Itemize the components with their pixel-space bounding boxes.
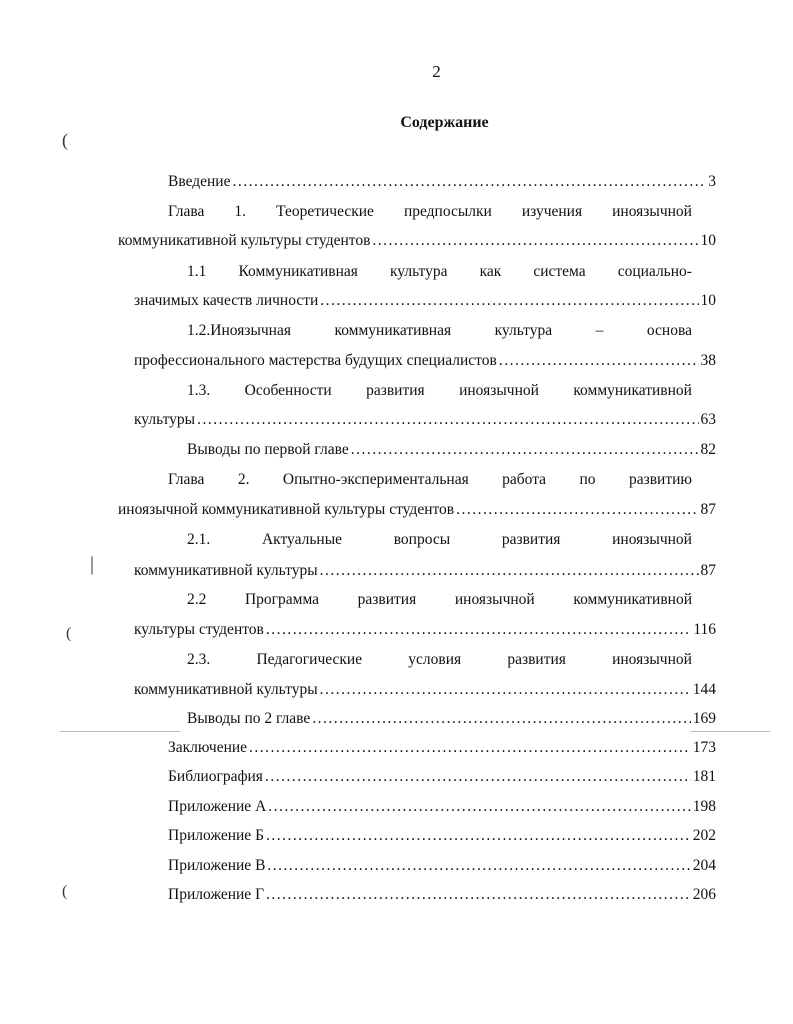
- scan-line: [60, 731, 180, 732]
- toc-entry-page: 202: [692, 827, 716, 844]
- word: основа: [646, 322, 692, 339]
- word: 1.1: [187, 263, 207, 280]
- word: коммуникативной: [573, 591, 692, 608]
- word: иноязычной: [454, 591, 535, 608]
- toc-leader: [197, 410, 698, 430]
- toc-leader: [312, 709, 690, 729]
- toc-entry-page: 3: [708, 173, 716, 190]
- word: Особенности: [244, 382, 332, 399]
- toc-entry-text: коммуникативной культуры: [134, 681, 318, 698]
- scan-mark: (: [62, 130, 68, 150]
- toc-entry-text: коммуникативной культуры студентов: [118, 232, 371, 249]
- word: условия: [408, 651, 462, 668]
- word: –: [595, 322, 604, 339]
- toc-entry-chapter-2-line1[interactable]: [168, 470, 692, 490]
- word: социально-: [617, 263, 692, 280]
- word: развития: [501, 531, 561, 548]
- toc-leader: [265, 767, 691, 787]
- toc-entry-2-3-line2[interactable]: [134, 680, 716, 700]
- toc-leader: [266, 826, 691, 846]
- page-number: 2: [432, 62, 441, 81]
- toc-entry-chapter-2-conclusions[interactable]: [187, 709, 716, 729]
- toc-entry-1-2-line1[interactable]: [187, 321, 692, 341]
- word: вопросы: [393, 531, 451, 548]
- toc-entry-1-3-line2[interactable]: [134, 410, 716, 430]
- toc-entry-conclusion[interactable]: [168, 738, 716, 758]
- toc-entry-text: Выводы по 2 главе: [187, 710, 311, 727]
- word: культура: [494, 322, 553, 339]
- word: 1.: [234, 203, 247, 220]
- word: коммуникативной: [573, 382, 692, 399]
- toc-entry-2-2-line1[interactable]: [187, 590, 692, 610]
- toc-entry-page: 169: [692, 710, 716, 727]
- word: система: [533, 263, 586, 280]
- word: 2.1.: [187, 531, 211, 548]
- toc-entry-appendix-a[interactable]: [168, 797, 716, 817]
- toc-entry-page: 198: [692, 798, 716, 815]
- word: предпосылки: [403, 203, 492, 220]
- word: Актуальные: [261, 531, 342, 548]
- word: по: [579, 471, 596, 488]
- word: как: [479, 263, 502, 280]
- word: 2.: [237, 471, 250, 488]
- toc-entry-text: Приложение А: [168, 798, 267, 815]
- toc-entry-chapter-1-line2[interactable]: [118, 231, 716, 251]
- toc-entry-chapter-1-line1[interactable]: [168, 202, 692, 222]
- scan-line: [690, 731, 770, 732]
- word: Теоретические: [276, 203, 374, 220]
- scan-mark: (: [62, 883, 68, 900]
- toc-entry-page: 82: [700, 441, 716, 458]
- word: 2.2: [187, 591, 207, 608]
- toc-entry-appendix-b[interactable]: [168, 826, 716, 846]
- toc-entry-text: Выводы по первой главе: [187, 441, 349, 458]
- toc-leader: [499, 351, 699, 371]
- toc-entry-1-2-line2[interactable]: [134, 351, 716, 371]
- toc-entry-bibliography[interactable]: [168, 767, 716, 787]
- toc-entry-text: Приложение В: [168, 857, 266, 874]
- toc-leader: [372, 231, 698, 251]
- toc-entry-text: Приложение Б: [168, 827, 264, 844]
- toc-leader: [232, 172, 706, 192]
- toc-leader: [456, 500, 698, 520]
- word: 2.3.: [187, 651, 211, 668]
- toc-entry-page: 204: [692, 857, 716, 874]
- toc-entry-text: Введение: [168, 173, 231, 190]
- toc-title: Содержание: [400, 114, 489, 131]
- toc-entry-chapter-2-line2[interactable]: [118, 500, 716, 520]
- toc-entry-text: культуры: [134, 411, 196, 428]
- toc-entry-page: 38: [700, 352, 716, 369]
- toc-entry-1-3-line1[interactable]: [187, 381, 692, 401]
- toc-entry-page: 87: [700, 501, 716, 518]
- word: Педагогические: [256, 651, 363, 668]
- word: иноязычной: [612, 651, 692, 668]
- word: Глава: [168, 471, 205, 488]
- word: 1.2.Иноязычная: [187, 322, 291, 339]
- toc-entry-chapter-1-conclusions[interactable]: [187, 440, 716, 460]
- toc-entry-page: 181: [692, 768, 716, 785]
- toc-leader: [266, 885, 691, 905]
- toc-entry-2-1-line2[interactable]: [134, 561, 716, 581]
- word: изучения: [521, 203, 583, 220]
- word: 1.3.: [187, 382, 211, 399]
- scan-mark: |: [90, 553, 95, 575]
- toc-entry-page: 10: [700, 292, 716, 309]
- toc-entry-appendix-v[interactable]: [168, 856, 716, 876]
- word: Программа: [244, 591, 320, 608]
- toc-entry-text: профессионального мастерства будущих специалистов: [134, 352, 497, 369]
- toc-entry-appendix-g[interactable]: [168, 885, 716, 905]
- word: развитию: [628, 471, 692, 488]
- word: иноязычной: [459, 382, 539, 399]
- toc-entry-1-1-line2[interactable]: [134, 291, 716, 311]
- toc-entry-text: Приложение Г: [168, 886, 265, 903]
- toc-entry-page: 116: [693, 621, 716, 638]
- toc-entry-1-1-line1[interactable]: [187, 262, 692, 282]
- toc-entry-text: культуры студентов: [134, 621, 264, 638]
- toc-leader: [266, 620, 691, 640]
- toc-entry-introduction[interactable]: [168, 172, 716, 192]
- toc-entry-page: 10: [700, 232, 716, 249]
- toc-entry-page: 144: [692, 681, 716, 698]
- word: развития: [507, 651, 566, 668]
- toc-leader: [268, 797, 690, 817]
- word: Опытно-экспериментальная: [282, 471, 469, 488]
- toc-entry-text: значимых качеств личности: [134, 292, 319, 309]
- word: иноязычной: [612, 203, 692, 220]
- toc-entry-text: коммуникативной культуры: [134, 562, 318, 579]
- word: работа: [502, 471, 547, 488]
- toc-entry-page: 63: [700, 411, 716, 428]
- toc-entry-2-1-line1[interactable]: [187, 530, 692, 550]
- toc-entry-2-3-line1[interactable]: [187, 650, 692, 670]
- word: культура: [389, 263, 448, 280]
- word: Коммуникативная: [238, 263, 358, 280]
- toc-leader: [351, 440, 699, 460]
- word: коммуникативная: [334, 322, 452, 339]
- toc-leader: [267, 856, 690, 876]
- word: Глава: [168, 203, 205, 220]
- toc-leader: [320, 561, 699, 581]
- toc-entry-page: 87: [700, 562, 716, 579]
- toc-entry-text: Библиография: [168, 768, 263, 785]
- word: развития: [357, 591, 417, 608]
- word: иноязычной: [612, 531, 692, 548]
- toc-entry-text: Заключение: [168, 739, 248, 756]
- toc-leader: [320, 291, 698, 311]
- scan-mark: (: [66, 625, 72, 642]
- toc-entry-2-2-line2[interactable]: [134, 620, 716, 640]
- toc-leader: [249, 738, 691, 758]
- toc-entry-page: 173: [692, 739, 716, 756]
- word: развития: [366, 382, 425, 399]
- toc-entry-text: иноязычной коммуникативной культуры студентов: [118, 501, 455, 518]
- toc-entry-page: 206: [692, 886, 716, 903]
- toc-leader: [320, 680, 691, 700]
